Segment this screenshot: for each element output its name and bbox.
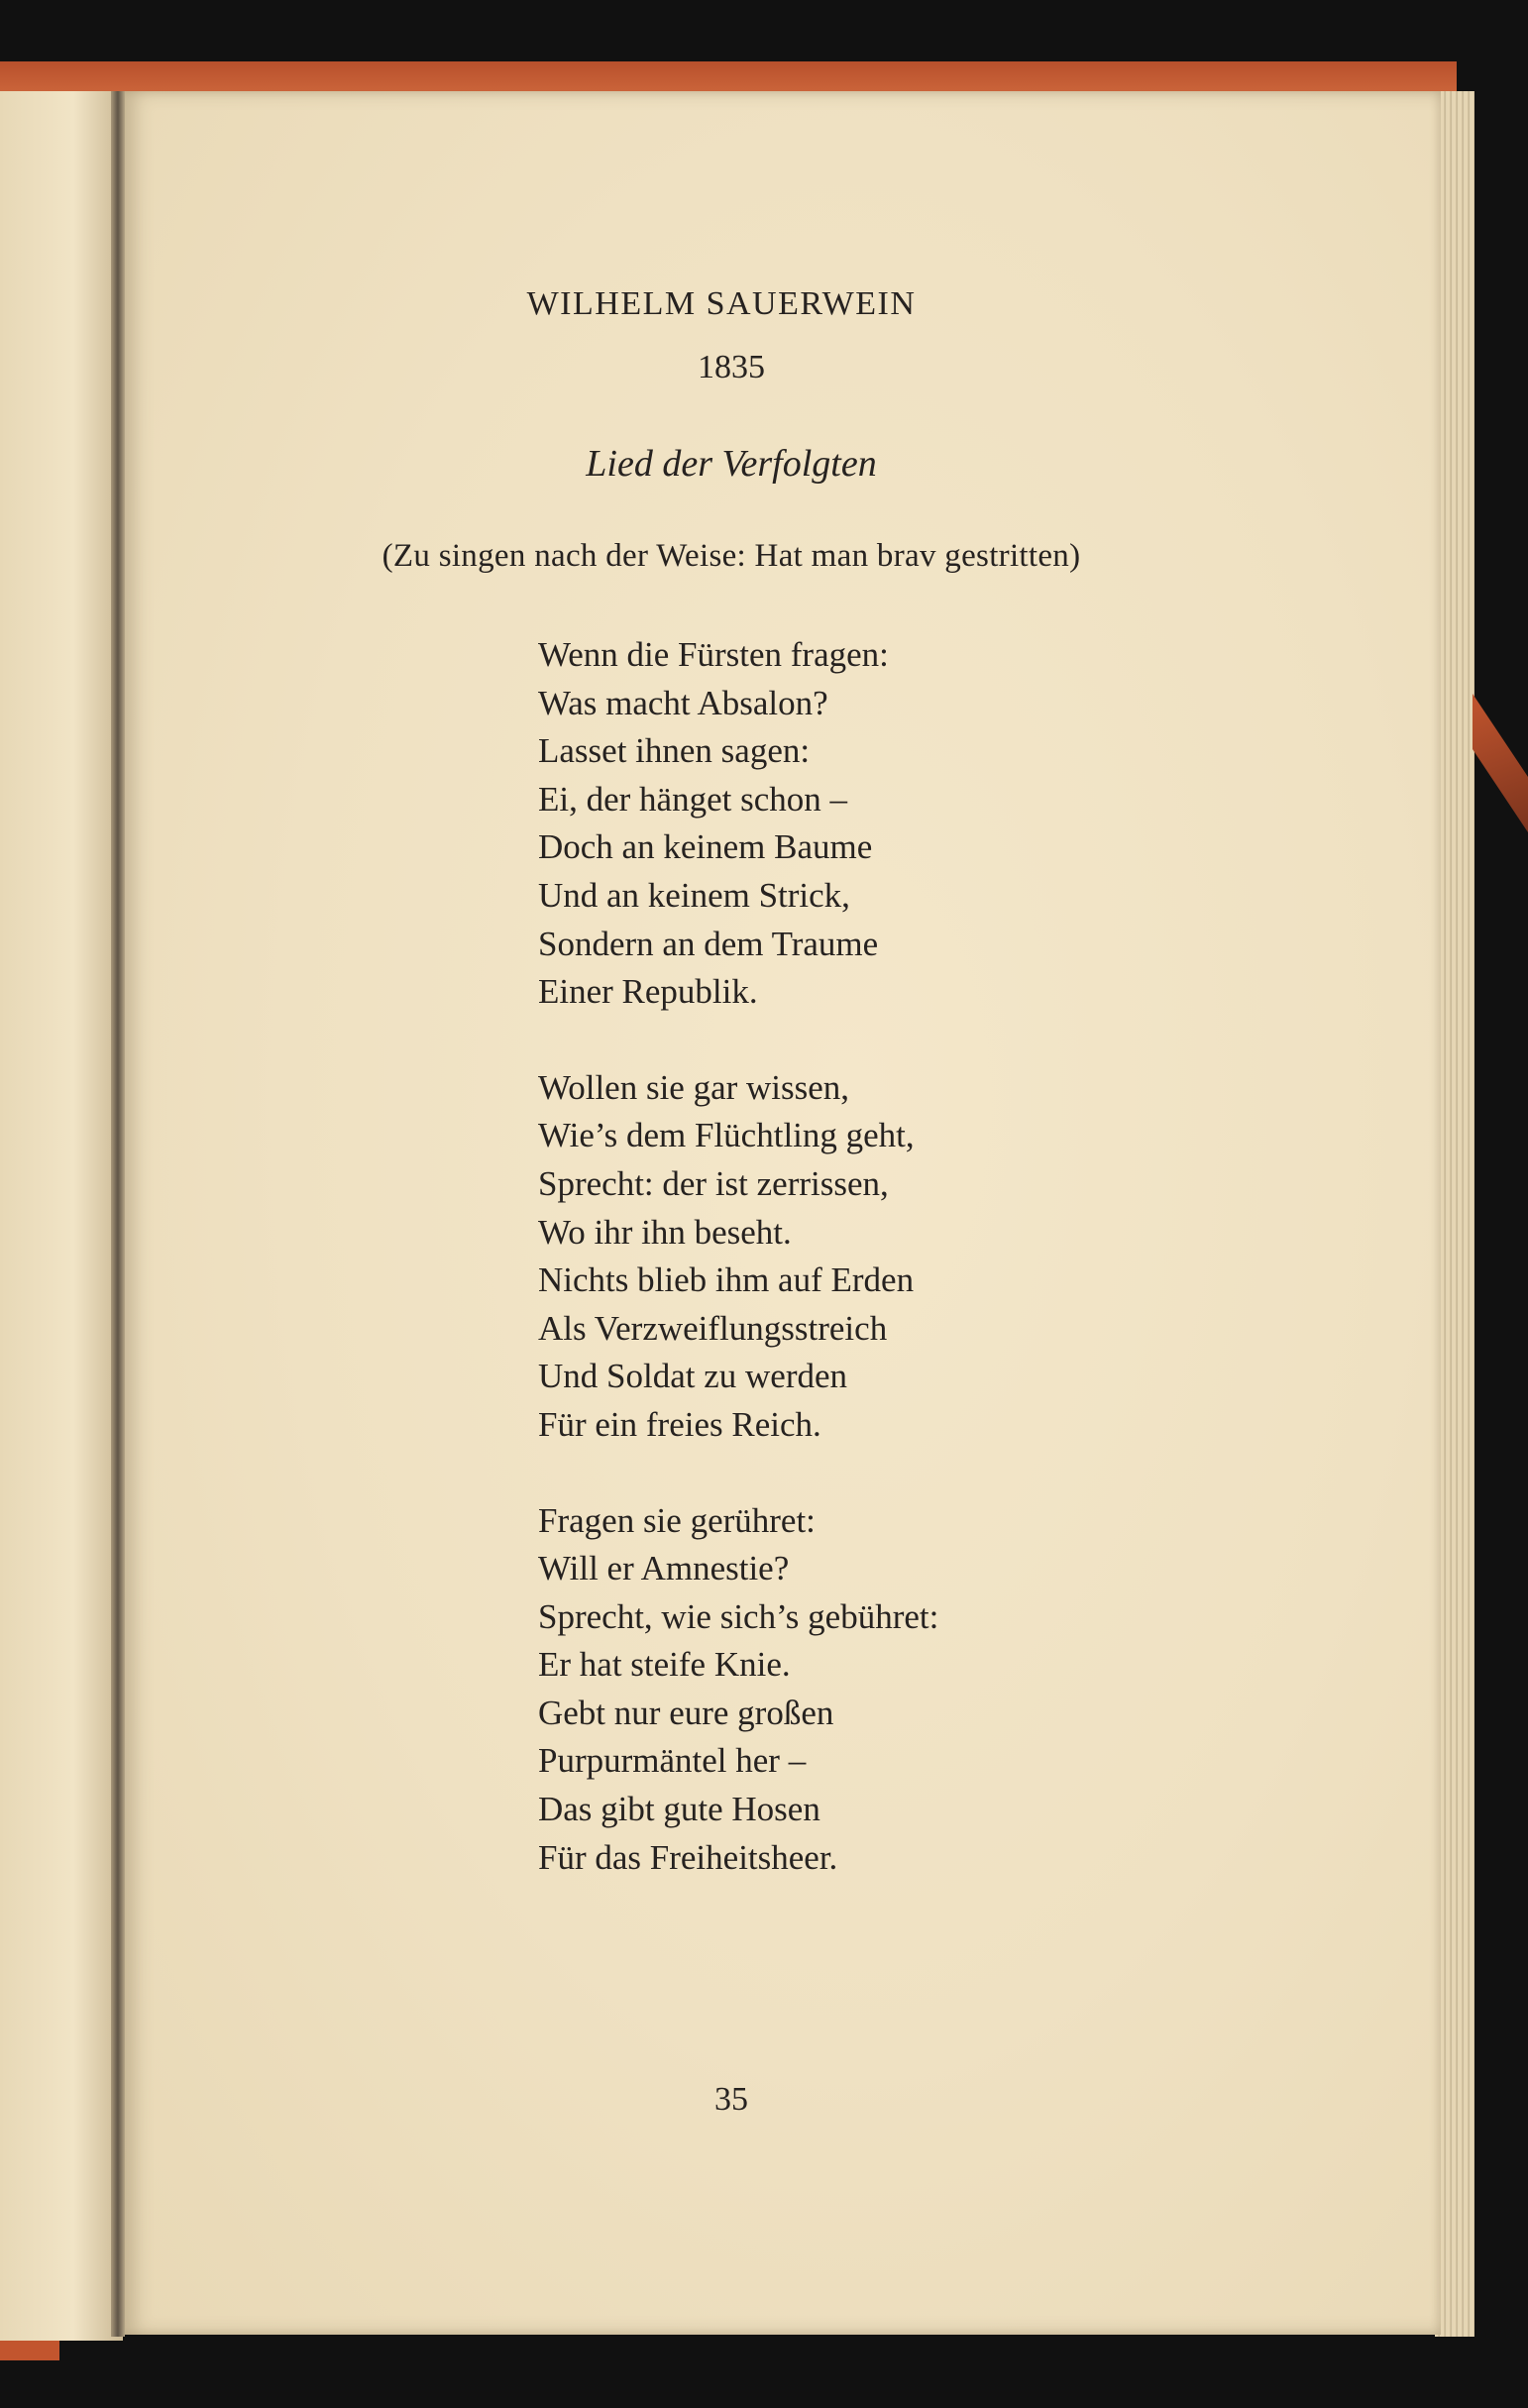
poem-line: Für das Freiheitsheer. (538, 1837, 838, 1877)
poem-line: Fragen sie gerühret: (538, 1500, 816, 1540)
poem-body (538, 631, 938, 1929)
page-stack-edge (1435, 91, 1474, 2337)
poem-line: Ei, der hänget schon – (538, 779, 847, 819)
poem-line: Er hat steife Knie. (538, 1645, 791, 1685)
left-page-edge (0, 91, 123, 2341)
poem-line: Das gibt gute Hosen (538, 1790, 820, 1829)
book-gutter (111, 91, 125, 2337)
page-number: 35 (714, 2081, 748, 2118)
poem-title: Lied der Verfolgten (586, 443, 877, 485)
poem-line: Sondern an dem Traume (538, 924, 879, 963)
poem-line: Und an keinem Strick, (538, 875, 850, 915)
stanza-2 (538, 1064, 938, 1450)
poem-line: Doch an keinem Baume (538, 827, 873, 867)
poem-line: Für ein freies Reich. (538, 1404, 821, 1444)
poem-author: WILHELM SAUERWEIN (526, 285, 917, 322)
poem-line: Wollen sie gar wissen, (538, 1067, 850, 1107)
poem-line: Sprecht: der ist zerrissen, (538, 1163, 889, 1203)
poem-line: Lasset ihnen sagen: (538, 731, 811, 771)
stanza-3 (538, 1497, 938, 1883)
poem-line: Einer Republik. (538, 972, 758, 1012)
poem-line: Wo ihr ihn beseht. (538, 1212, 792, 1252)
poem-line: Will er Amnestie? (538, 1549, 790, 1588)
poem-line: Als Verzweiflungsstreich (538, 1308, 888, 1348)
poem-line: Gebt nur eure großen (538, 1693, 834, 1732)
poem-line: Und Soldat zu werden (538, 1357, 848, 1396)
book-cover-right-corner (1473, 694, 1528, 832)
poem-line: Nichts blieb ihm auf Erden (538, 1260, 915, 1300)
poem-line: Purpurmäntel her – (538, 1741, 807, 1781)
poem-subtitle: (Zu singen nach der Weise: Hat man brav gestritten) (382, 538, 1081, 574)
stanza-1 (538, 631, 938, 1017)
poem-line: Wenn die Fürsten fragen: (538, 635, 889, 674)
poem-line: Sprecht, wie sich’s gebühret: (538, 1596, 939, 1636)
poem-year: 1835 (698, 349, 765, 385)
poem-line: Was macht Absalon? (538, 683, 828, 722)
poem-line: Wie’s dem Flüchtling geht, (538, 1116, 915, 1155)
